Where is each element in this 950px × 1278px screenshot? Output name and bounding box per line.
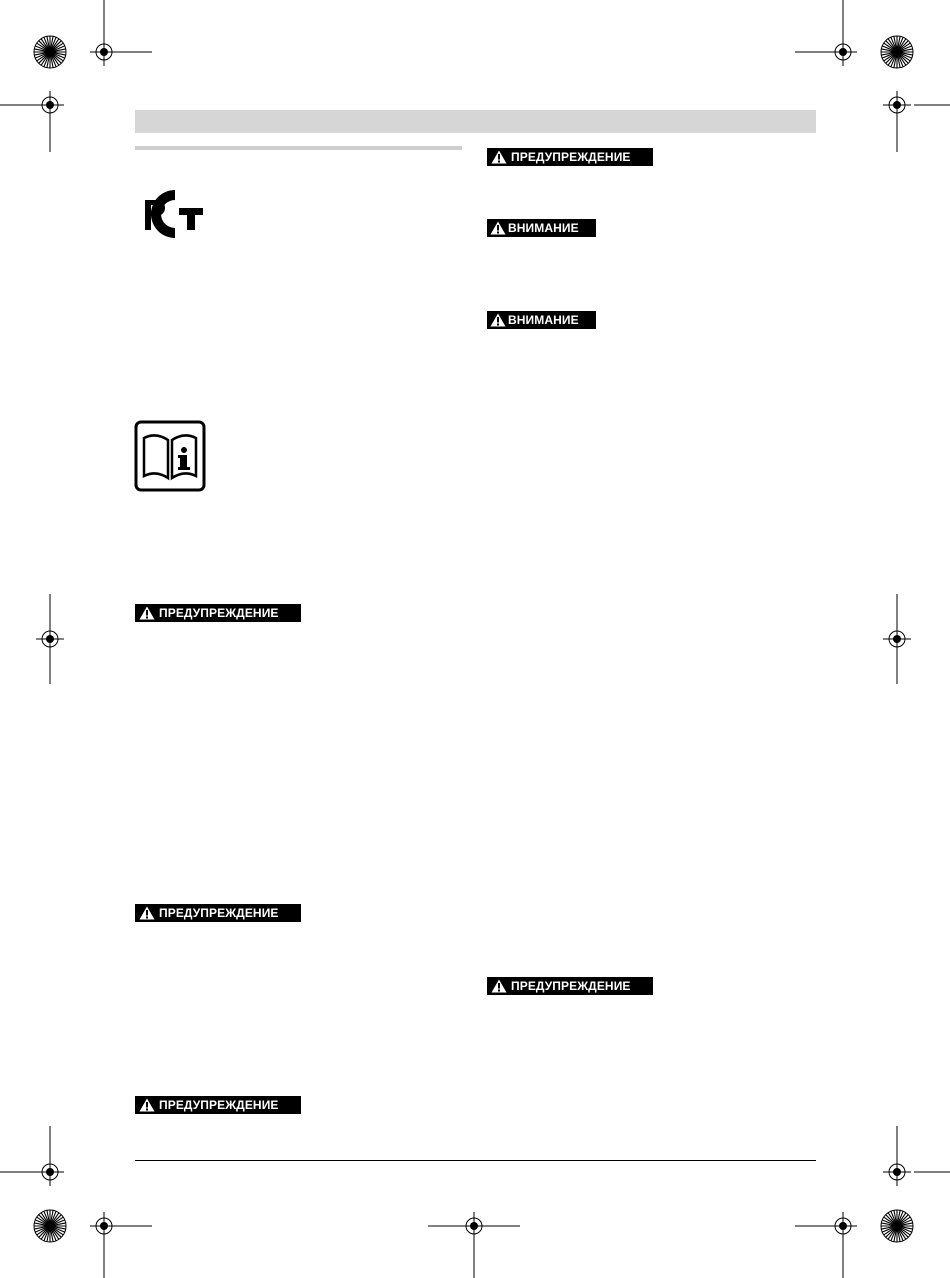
warning-badge-label: ПРЕДУПРЕЖДЕНИЕ	[159, 606, 279, 620]
warning-badge-label: ПРЕДУПРЕЖДЕНИЕ	[511, 150, 631, 164]
warning-badge-label: ПРЕДУПРЕЖДЕНИЕ	[159, 906, 279, 920]
warning-badge-label: ПРЕДУПРЕЖДЕНИЕ	[511, 979, 631, 993]
warning-badge-label: ПРЕДУПРЕЖДЕНИЕ	[159, 1098, 279, 1112]
caution-badge-label: ВНИМАНИЕ	[508, 313, 579, 327]
caution-badge-label: ВНИМАНИЕ	[508, 221, 579, 235]
